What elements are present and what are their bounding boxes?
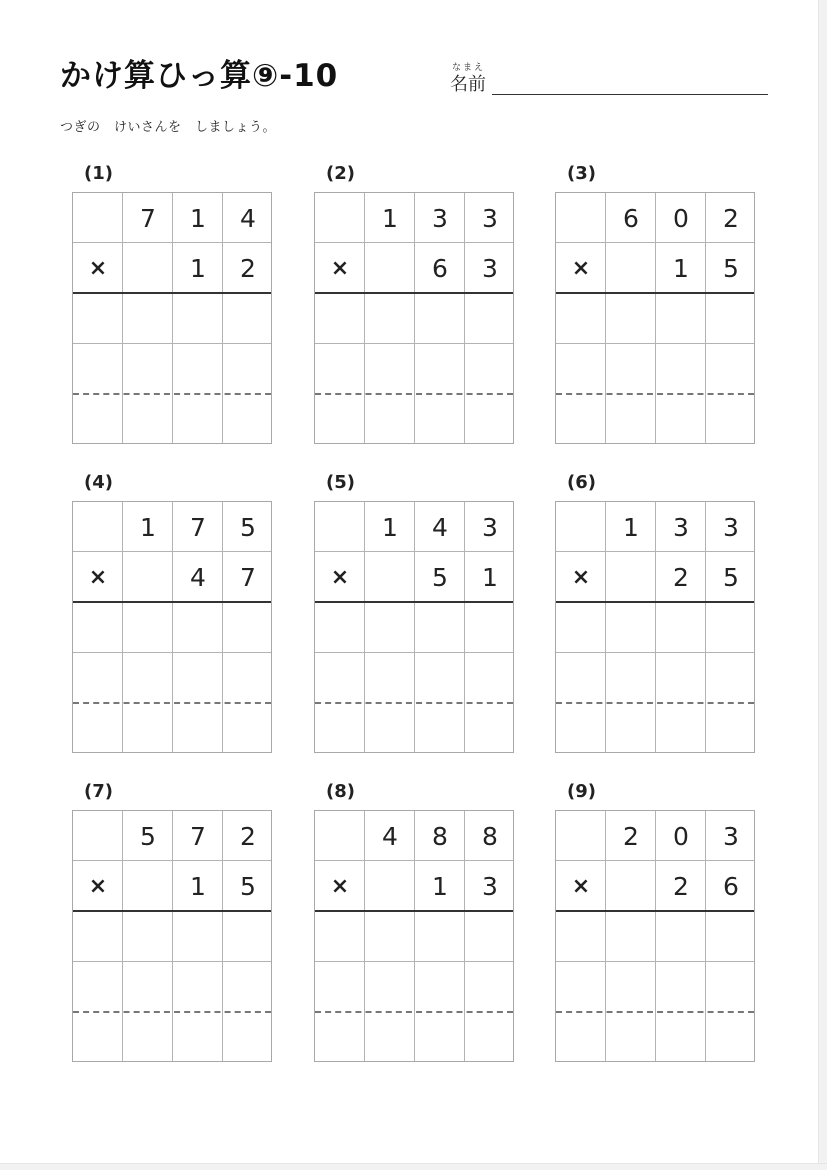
worksheet-title: かけ算ひっ算⑨-10 xyxy=(60,58,339,94)
calculation-grid xyxy=(72,501,272,753)
answer-cell[interactable] xyxy=(123,962,173,1012)
answer-cell[interactable] xyxy=(656,394,706,444)
calculation-grid xyxy=(555,192,755,444)
answer-cell[interactable] xyxy=(173,394,223,444)
answer-cell[interactable] xyxy=(556,344,606,394)
answer-cell[interactable] xyxy=(556,962,606,1012)
multiplicand-digit: 8 xyxy=(432,821,448,851)
answer-cell[interactable] xyxy=(223,703,273,753)
answer-cell[interactable] xyxy=(606,962,656,1012)
answer-cell[interactable] xyxy=(656,1012,706,1062)
problem-5 xyxy=(314,472,514,762)
calculation-grid xyxy=(314,810,514,1062)
multiplicand-digit: 0 xyxy=(673,203,689,233)
answer-cell[interactable] xyxy=(556,912,606,962)
answer-cell[interactable] xyxy=(173,294,223,344)
calculation-grid xyxy=(314,501,514,753)
answer-cell[interactable] xyxy=(465,344,515,394)
answer-cell[interactable] xyxy=(315,394,365,444)
problem-label: (1) xyxy=(84,163,113,184)
answer-cell[interactable] xyxy=(315,653,365,703)
answer-cell[interactable] xyxy=(123,1012,173,1062)
problem-6 xyxy=(555,472,755,762)
multiplier-digit: 1 xyxy=(673,253,689,283)
multiplier-digit: 3 xyxy=(482,871,498,901)
answer-cell[interactable] xyxy=(315,294,365,344)
multiplier-digit: 1 xyxy=(482,562,498,592)
answer-cell[interactable] xyxy=(415,344,465,394)
calculation-grid xyxy=(72,810,272,1062)
answer-cell[interactable] xyxy=(415,703,465,753)
answer-cell[interactable] xyxy=(606,703,656,753)
multiply-sign: × xyxy=(88,564,108,590)
answer-cell[interactable] xyxy=(606,344,656,394)
calculation-grid xyxy=(314,192,514,444)
answer-cell[interactable] xyxy=(415,1012,465,1062)
answer-cell[interactable] xyxy=(315,1012,365,1062)
answer-cell[interactable] xyxy=(606,653,656,703)
multiply-sign: × xyxy=(330,873,350,899)
multiplicand-digit: 0 xyxy=(673,821,689,851)
problem-1 xyxy=(72,163,272,453)
multiplicand-digit: 2 xyxy=(723,203,739,233)
answer-cell[interactable] xyxy=(173,912,223,962)
answer-cell[interactable] xyxy=(656,653,706,703)
answer-cell[interactable] xyxy=(365,344,415,394)
multiplicand-digit: 1 xyxy=(140,512,156,542)
multiplicand-digit: 5 xyxy=(140,821,156,851)
multiply-sign: × xyxy=(571,873,591,899)
calculation-grid xyxy=(72,192,272,444)
multiplier-digit: 2 xyxy=(673,562,689,592)
answer-cell[interactable] xyxy=(465,962,515,1012)
multiplicand-digit: 7 xyxy=(190,512,206,542)
answer-cell[interactable] xyxy=(606,603,656,653)
answer-cell[interactable] xyxy=(223,653,273,703)
answer-cell[interactable] xyxy=(415,394,465,444)
problem-label: (4) xyxy=(84,472,113,493)
problem-7 xyxy=(72,781,272,1071)
answer-cell[interactable] xyxy=(656,912,706,962)
answer-cell[interactable] xyxy=(556,653,606,703)
answer-cell[interactable] xyxy=(415,603,465,653)
multiplier-digit: 6 xyxy=(723,871,739,901)
answer-cell[interactable] xyxy=(365,703,415,753)
answer-cell[interactable] xyxy=(656,962,706,1012)
multiply-sign: × xyxy=(88,873,108,899)
answer-cell[interactable] xyxy=(556,394,606,444)
answer-cell[interactable] xyxy=(73,344,123,394)
answer-cell[interactable] xyxy=(706,1012,756,1062)
multiplicand-digit: 2 xyxy=(240,821,256,851)
problem-2 xyxy=(314,163,514,453)
answer-cell[interactable] xyxy=(173,603,223,653)
answer-cell[interactable] xyxy=(223,294,273,344)
multiplier-digit: 1 xyxy=(190,253,206,283)
problem-label: (6) xyxy=(567,472,596,493)
multiply-sign: × xyxy=(571,564,591,590)
answer-cell[interactable] xyxy=(465,653,515,703)
multiplicand-digit: 1 xyxy=(382,512,398,542)
multiplicand-digit: 4 xyxy=(432,512,448,542)
name-ruby: なまえ xyxy=(452,63,486,73)
answer-cell[interactable] xyxy=(123,912,173,962)
answer-cell[interactable] xyxy=(656,344,706,394)
answer-cell[interactable] xyxy=(73,603,123,653)
multiply-sign: × xyxy=(571,255,591,281)
answer-cell[interactable] xyxy=(706,962,756,1012)
answer-cell[interactable] xyxy=(315,962,365,1012)
answer-cell[interactable] xyxy=(365,912,415,962)
multiplicand-digit: 5 xyxy=(240,512,256,542)
problem-label: (2) xyxy=(326,163,355,184)
answer-cell[interactable] xyxy=(223,962,273,1012)
answer-cell[interactable] xyxy=(465,1012,515,1062)
answer-cell[interactable] xyxy=(123,394,173,444)
answer-cell[interactable] xyxy=(173,653,223,703)
instruction-text: つぎの けいさんを しましょう。 xyxy=(60,120,277,135)
name-label: 名前 xyxy=(450,74,486,95)
calculation-grid xyxy=(555,501,755,753)
answer-cell[interactable] xyxy=(365,1012,415,1062)
problem-8 xyxy=(314,781,514,1071)
multiplicand-digit: 3 xyxy=(723,821,739,851)
multiplier-digit: 5 xyxy=(723,562,739,592)
problem-label: (7) xyxy=(84,781,113,802)
multiplicand-digit: 3 xyxy=(482,512,498,542)
answer-cell[interactable] xyxy=(465,394,515,444)
page-edge-bottom xyxy=(0,1163,827,1170)
answer-cell[interactable] xyxy=(706,394,756,444)
answer-cell[interactable] xyxy=(123,603,173,653)
answer-cell[interactable] xyxy=(365,394,415,444)
answer-cell[interactable] xyxy=(656,294,706,344)
answer-cell[interactable] xyxy=(415,912,465,962)
problem-label: (8) xyxy=(326,781,355,802)
answer-cell[interactable] xyxy=(465,294,515,344)
problem-4 xyxy=(72,472,272,762)
answer-cell[interactable] xyxy=(73,1012,123,1062)
answer-cell[interactable] xyxy=(606,294,656,344)
answer-cell[interactable] xyxy=(315,344,365,394)
multiplicand-digit: 4 xyxy=(382,821,398,851)
multiply-sign: × xyxy=(330,255,350,281)
multiplicand-digit: 2 xyxy=(623,821,639,851)
answer-cell[interactable] xyxy=(123,703,173,753)
problem-3 xyxy=(555,163,755,453)
answer-cell[interactable] xyxy=(706,703,756,753)
answer-cell[interactable] xyxy=(223,912,273,962)
name-write-line[interactable] xyxy=(492,94,768,95)
problem-label: (5) xyxy=(326,472,355,493)
multiplicand-digit: 4 xyxy=(240,203,256,233)
answer-cell[interactable] xyxy=(465,603,515,653)
answer-cell[interactable] xyxy=(123,344,173,394)
answer-cell[interactable] xyxy=(73,962,123,1012)
multiplier-digit: 7 xyxy=(240,562,256,592)
multiplicand-digit: 3 xyxy=(673,512,689,542)
answer-cell[interactable] xyxy=(73,653,123,703)
multiplicand-digit: 3 xyxy=(432,203,448,233)
page-edge-right xyxy=(818,0,827,1170)
answer-cell[interactable] xyxy=(656,603,706,653)
calculation-grid xyxy=(555,810,755,1062)
answer-cell[interactable] xyxy=(73,912,123,962)
answer-cell[interactable] xyxy=(73,703,123,753)
multiplicand-digit: 8 xyxy=(482,821,498,851)
multiplicand-digit: 1 xyxy=(190,203,206,233)
answer-cell[interactable] xyxy=(656,703,706,753)
answer-cell[interactable] xyxy=(415,962,465,1012)
multiplier-digit: 3 xyxy=(482,253,498,283)
multiplier-digit: 2 xyxy=(673,871,689,901)
problem-label: (9) xyxy=(567,781,596,802)
answer-cell[interactable] xyxy=(706,653,756,703)
answer-cell[interactable] xyxy=(556,603,606,653)
answer-cell[interactable] xyxy=(606,1012,656,1062)
answer-cell[interactable] xyxy=(173,1012,223,1062)
answer-cell[interactable] xyxy=(365,294,415,344)
answer-cell[interactable] xyxy=(123,294,173,344)
answer-cell[interactable] xyxy=(315,603,365,653)
answer-cell[interactable] xyxy=(706,344,756,394)
answer-cell[interactable] xyxy=(556,1012,606,1062)
answer-cell[interactable] xyxy=(465,912,515,962)
multiplier-digit: 6 xyxy=(432,253,448,283)
answer-cell[interactable] xyxy=(365,962,415,1012)
answer-cell[interactable] xyxy=(606,912,656,962)
multiplier-digit: 1 xyxy=(432,871,448,901)
answer-cell[interactable] xyxy=(173,962,223,1012)
multiplicand-digit: 1 xyxy=(382,203,398,233)
answer-cell[interactable] xyxy=(223,1012,273,1062)
multiplicand-digit: 3 xyxy=(723,512,739,542)
answer-cell[interactable] xyxy=(123,653,173,703)
multiplier-digit: 5 xyxy=(240,871,256,901)
answer-cell[interactable] xyxy=(415,294,465,344)
problem-9 xyxy=(555,781,755,1071)
answer-cell[interactable] xyxy=(315,912,365,962)
problem-label: (3) xyxy=(567,163,596,184)
answer-cell[interactable] xyxy=(173,703,223,753)
multiply-sign: × xyxy=(88,255,108,281)
multiplicand-digit: 7 xyxy=(140,203,156,233)
multiplicand-digit: 6 xyxy=(623,203,639,233)
answer-cell[interactable] xyxy=(556,703,606,753)
answer-cell[interactable] xyxy=(365,653,415,703)
answer-cell[interactable] xyxy=(706,912,756,962)
answer-cell[interactable] xyxy=(465,703,515,753)
multiplicand-digit: 3 xyxy=(482,203,498,233)
multiply-sign: × xyxy=(330,564,350,590)
multiplier-digit: 4 xyxy=(190,562,206,592)
answer-cell[interactable] xyxy=(415,653,465,703)
answer-cell[interactable] xyxy=(606,394,656,444)
answer-cell[interactable] xyxy=(73,294,123,344)
multiplier-digit: 1 xyxy=(190,871,206,901)
answer-cell[interactable] xyxy=(173,344,223,394)
multiplier-digit: 5 xyxy=(432,562,448,592)
answer-cell[interactable] xyxy=(706,294,756,344)
multiplicand-digit: 1 xyxy=(623,512,639,542)
multiplier-digit: 2 xyxy=(240,253,256,283)
answer-cell[interactable] xyxy=(556,294,606,344)
answer-cell[interactable] xyxy=(365,603,415,653)
answer-cell[interactable] xyxy=(223,344,273,394)
multiplicand-digit: 7 xyxy=(190,821,206,851)
answer-cell[interactable] xyxy=(223,394,273,444)
answer-cell[interactable] xyxy=(706,603,756,653)
answer-cell[interactable] xyxy=(73,394,123,444)
answer-cell[interactable] xyxy=(223,603,273,653)
answer-cell[interactable] xyxy=(315,703,365,753)
multiplier-digit: 5 xyxy=(723,253,739,283)
